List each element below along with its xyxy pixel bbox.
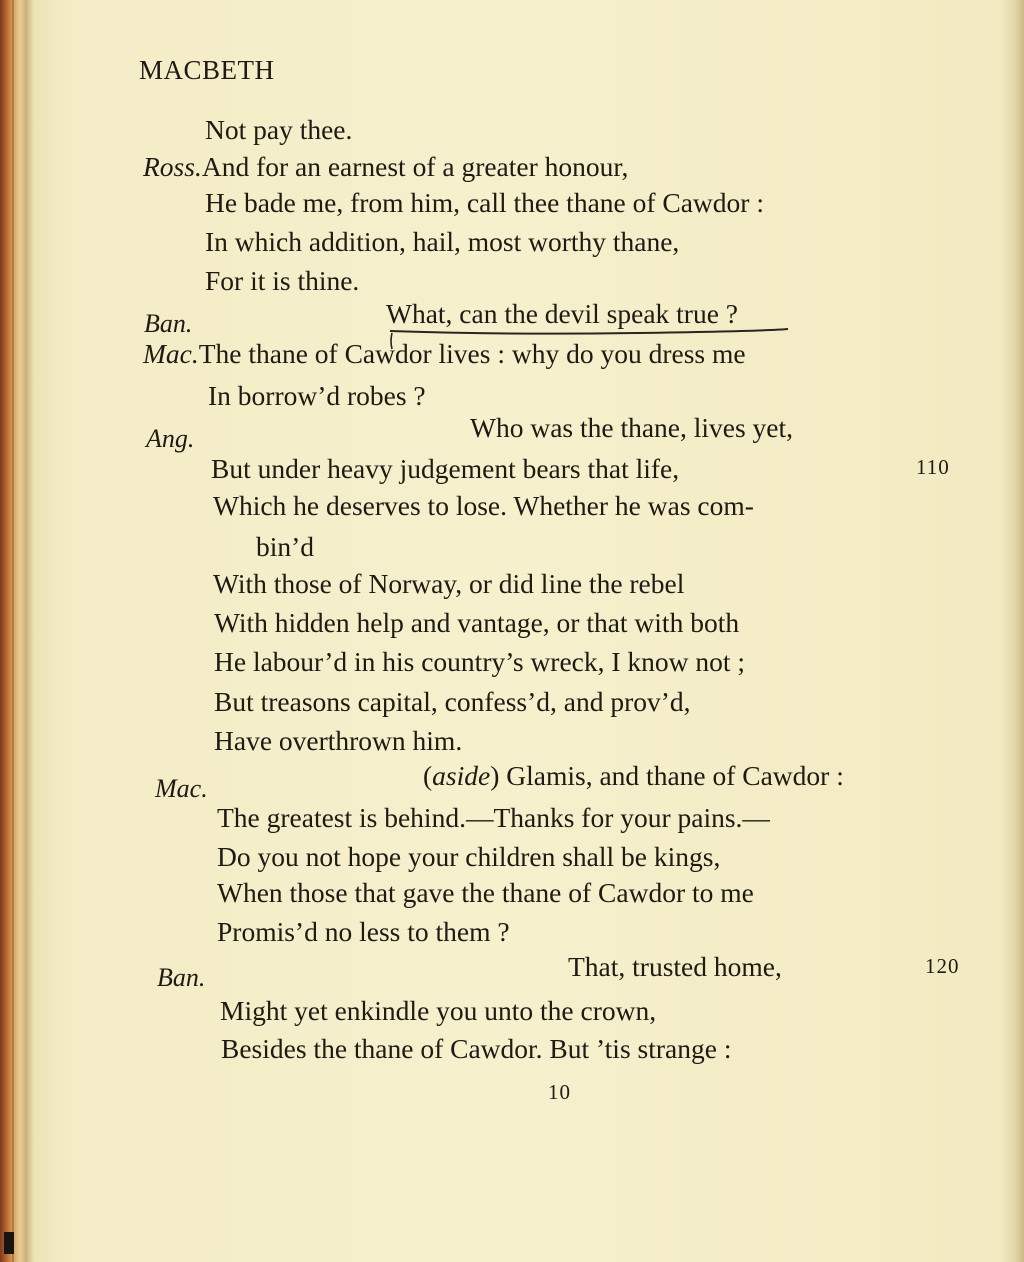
verse-line: For it is thine. [205,265,360,296]
verse-line [143,340,746,368]
verse-line: But under heavy judgement bears that life, [211,453,680,484]
verse-line: Promis’d no less to them ? [217,916,510,947]
verse-line: But treasons capital, confess’d, and prov’d, [214,686,691,717]
verse-line: He labour’d in his country’s wreck, I know not ; [214,646,746,677]
verse-line: That, trusted home, [568,951,782,982]
verse-line: The greatest is behind.—Thanks for your pains.— [217,802,770,833]
verse-text: Glamis, and thane of Cawdor : [506,760,844,791]
speaker-name: Mac. [155,774,208,803]
running-title: MACBETH [139,55,275,85]
speaker-name: Ban. [144,309,193,338]
page-number: 10 [548,1080,571,1104]
speaker-name: Ang. [146,424,195,453]
verse-line: When those that gave the thane of Cawdor to me [217,877,754,908]
verse-text: The thane of Cawdor lives : why do you dress me [198,338,746,369]
line-number: 110 [916,455,950,479]
speaker-name: Ban. [157,963,206,992]
speaker-name: Ross. [143,151,202,182]
book-binding-edge [0,0,34,1262]
verse-line: bin’d [256,531,315,562]
verse-line: In borrow’d robes ? [208,380,426,411]
verse-line: Which he deserves to lose. Whether he was com- [213,490,754,521]
verse-line: Do you not hope your children shall be kings, [217,841,721,872]
verse-line: Have overthrown him. [214,725,463,756]
verse-line: Not pay thee. [205,114,353,145]
verse-text: And for an earnest of a greater honour, [201,151,629,182]
verse-line: With those of Norway, or did line the rebel [213,568,685,599]
verse-line: Might yet enkindle you unto the crown, [220,995,657,1026]
verse-line [143,153,628,181]
verse-line: Besides the thane of Cawdor. But ’tis strange : [221,1033,732,1064]
stage-direction: aside [432,760,491,791]
verse-line: With hidden help and vantage, or that with both [214,607,740,638]
verse-line: Who was the thane, lives yet, [470,412,794,443]
line-number: 120 [925,954,960,978]
page-right-edge [1014,0,1024,1262]
verse-line: In which addition, hail, most worthy thane, [205,226,680,257]
verse-line: What, can the devil speak true ? [386,298,738,329]
corner-mark [4,1232,14,1254]
speaker-name: Mac. [143,338,199,369]
verse-line: (aside) Glamis, and thane of Cawdor : [423,760,844,791]
verse-line: He bade me, from him, call thee thane of Cawdor : [205,187,764,218]
